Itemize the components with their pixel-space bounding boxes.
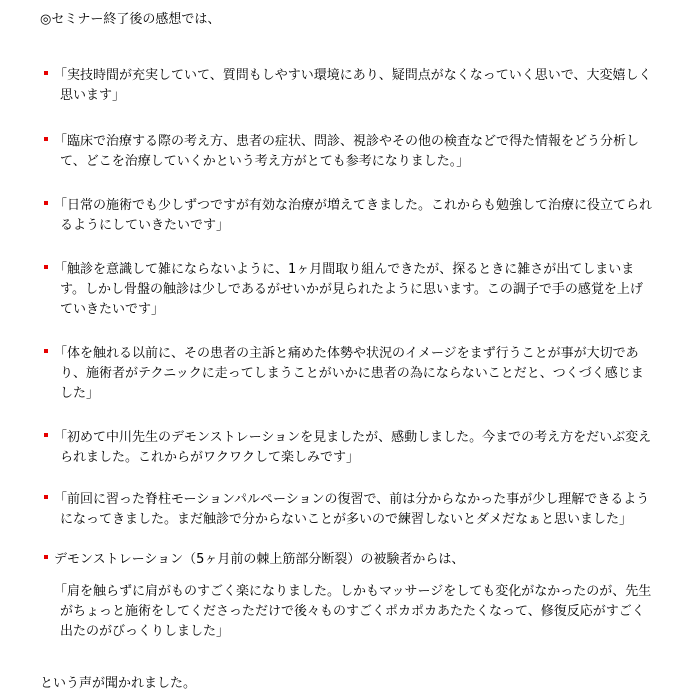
demo-quote: 「肩を触らずに肩がものすごく楽になりました。しかもマッサージをしても変化がなかったのが、先生がちょっと施術をしてくださっただけで後々ものすごくポカポカあたたくなって、修復反応がすごく出たのがびっくりしました」 [54, 584, 652, 639]
red-square-bullet-icon [44, 265, 48, 269]
comment-text: 「前回に習った脊柱モーションパルペーションの復習で、前は分からなかった事が少し理解できるようになってきました。まだ触診で分からないことが多いので練習しないとダメだなぁと思いました」 [54, 492, 650, 527]
comment-text: 「臨床で治療する際の考え方、患者の症状、問診、視診やその他の検査などで得た情報をどう分析して、どこを治療していくかという考え方がとても参考になりました。」 [54, 134, 640, 169]
footer-text: という声が聞かれました。 [40, 676, 197, 691]
red-square-bullet-icon [44, 71, 48, 75]
demo-intro-text: デモンストレーション（5ヶ月前の棘上筋部分断裂）の被験者からは、 [54, 552, 465, 567]
red-square-bullet-icon [44, 349, 48, 353]
comment-text: 「実技時間が充実していて、質問もしやすい環境にあり、疑問点がなくなっていく思いで、大変嬉しく思います」 [54, 68, 652, 103]
red-square-bullet-icon [44, 137, 48, 141]
comment-text: 「日常の施術でも少しずつですが有効な治療が増えてきました。これからも勉強して治療に役立てられるようにしていきたいです」 [54, 198, 653, 233]
red-square-bullet-icon [44, 495, 48, 499]
red-square-bullet-icon [44, 555, 48, 559]
comment-text: 「初めて中川先生のデモンストレーションを見ましたが、感動しました。今までの考え方をだいぶ変えられました。これからがワクワクして楽しみです」 [54, 430, 652, 465]
comment-text: 「触診を意識して雑にならないように、1ヶ月間取り組んできたが、探るときに雑さが出てしまいます。しかし骨盤の触診は少しであるがせいかが見られたように思います。この調子で手の感覚を上げていきたいです」 [54, 262, 643, 317]
red-square-bullet-icon [44, 433, 48, 437]
red-square-bullet-icon [44, 201, 48, 205]
heading: ◎セミナー終了後の感想では、 [40, 12, 221, 27]
comment-text: 「体を触れる以前に、その患者の主訴と痛めた体勢や状況のイメージをまず行うことが事が大切であり、施術者がテクニックに走ってしまうことがいかに患者の為にならないことだと、つくづく感じました」 [54, 346, 644, 401]
